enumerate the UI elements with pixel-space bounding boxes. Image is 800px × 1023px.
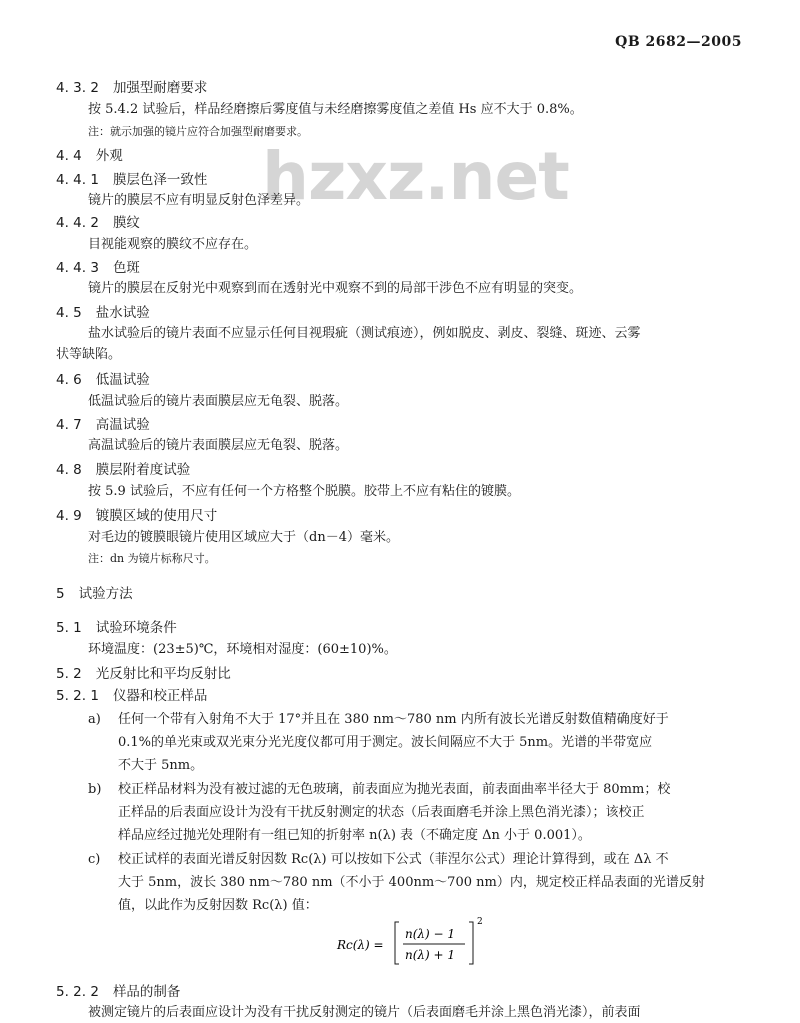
list-item-text: 校正试样的表面光谱反射因数 Rc(λ) 可以按如下公式（菲涅尔公式）理论计算得到，或在 Δλ 不 <box>118 852 669 867</box>
fresnel-formula <box>335 912 495 976</box>
section-number: 5. 2. 2 <box>56 984 99 1000</box>
section-number: 4. 7 <box>56 417 82 433</box>
paragraph: 被测定镜片的后表面应设计为没有干扰反射测定的镜片（后表面磨毛并涂上黑色消光漆），前表面 <box>88 1005 641 1020</box>
section-5-heading <box>56 586 133 602</box>
section-4-4-2-heading <box>56 215 140 231</box>
paragraph: 环境温度：(23±5)℃，环境相对湿度：(60±10)%。 <box>88 642 397 657</box>
list-item-label: c) <box>88 852 101 867</box>
section-4-9-heading <box>56 508 217 524</box>
list-item-text: 值，以此作为反射因数 Rc(λ) 值： <box>118 898 318 913</box>
right-bracket <box>469 922 473 964</box>
section-number: 4. 6 <box>56 372 82 388</box>
section-number: 4. 8 <box>56 462 82 478</box>
formula-lhs: Rc(λ) = <box>337 938 384 952</box>
section-5-1-heading <box>56 620 177 636</box>
paragraph: 盐水试验后的镜片表面不应显示任何目视瑕疵（测试痕迹），例如脱皮、剥皮、裂缝、斑迹、云雾 <box>88 326 641 341</box>
section-title: 低温试验 <box>95 372 150 388</box>
paragraph: 高温试验后的镜片表面膜层应无龟裂、脱落。 <box>88 438 349 453</box>
section-number: 4. 3. 2 <box>56 80 99 96</box>
section-number: 4. 4. 1 <box>56 172 99 188</box>
section-4-6-heading <box>56 372 150 388</box>
section-4-8-heading <box>56 462 190 478</box>
section-title: 试验环境条件 <box>95 620 177 636</box>
section-title: 色斑 <box>112 260 140 276</box>
section-number: 5. 2 <box>56 666 82 682</box>
note: 注：就示加强的镜片应符合加强型耐磨要求。 <box>88 125 308 138</box>
section-4-4-1-heading <box>56 172 207 188</box>
paragraph-continued: 状等缺陷。 <box>56 347 122 362</box>
paragraph: 镜片的膜层不应有明显反射色泽差异。 <box>88 193 310 208</box>
standard-code: QB 2682—2005 <box>615 34 742 50</box>
section-4-5-heading <box>56 305 150 321</box>
section-5-2-1-heading <box>56 688 207 704</box>
section-5-2-heading <box>56 666 231 682</box>
formula-numerator: n(λ) − 1 <box>405 927 456 941</box>
section-number: 4. 9 <box>56 508 82 524</box>
list-item-text: 样品应经过抛光处理附有一组已知的折射率 n(λ) 表（不确定度 Δn 小于 0.001）。 <box>118 828 591 843</box>
list-item-text: 大于 5nm，波长 380 nm～780 nm（不小于 400nm～700 nm）内，规定校正样品表面的光谱反射 <box>118 875 705 890</box>
list-item-text: 任何一个带有入射角不大于 17°并且在 380 nm～780 nm 内所有波长光谱反射数值精确度好于 <box>118 712 669 727</box>
section-title: 光反射比和平均反射比 <box>95 666 231 682</box>
section-4-7-heading <box>56 417 150 433</box>
formula-denominator: n(λ) + 1 <box>405 948 456 962</box>
list-item-text: 0.1%的单光束或双光束分光光度仪都可用于测定。波长间隔应不大于 5nm。光谱的半带宽应 <box>118 735 653 750</box>
list-item-label: a) <box>88 712 101 727</box>
paragraph: 按 5.4.2 试验后，样品经磨擦后雾度值与未经磨擦雾度值之差值 Hs 应不大于 0.8%。 <box>88 102 583 117</box>
section-title: 加强型耐磨要求 <box>112 80 208 96</box>
paragraph: 低温试验后的镜片表面膜层应无龟裂、脱落。 <box>88 394 349 409</box>
section-number: 4. 4. 2 <box>56 215 99 231</box>
left-bracket <box>395 922 399 964</box>
list-item-text: 校正样品材料为没有被过滤的无色玻璃，前表面应为抛光表面，前表面曲率半径大于 80mm；校 <box>118 782 671 797</box>
section-4-4-heading <box>56 148 123 164</box>
section-title: 膜层色泽一致性 <box>112 172 208 188</box>
note: 注：dn 为镜片标称尺寸。 <box>88 552 216 565</box>
section-5-2-2-heading <box>56 984 180 1000</box>
list-item-text: 不大于 5nm。 <box>118 758 204 773</box>
formula-exponent: 2 <box>477 917 483 927</box>
section-title: 膜层附着度试验 <box>95 462 191 478</box>
paragraph: 按 5.9 试验后，不应有任何一个方格整个脱膜。胶带上不应有粘住的镀膜。 <box>88 484 520 499</box>
list-item-label: b) <box>88 782 102 797</box>
section-title: 镀膜区域的使用尺寸 <box>95 508 218 524</box>
section-4-3-2-heading <box>56 80 207 96</box>
section-number: 4. 4 <box>56 148 82 164</box>
section-number: 5. 2. 1 <box>56 688 99 704</box>
section-title: 盐水试验 <box>95 305 150 321</box>
section-title: 高温试验 <box>95 417 150 433</box>
list-item-text: 正样品的后表面应设计为没有干扰反射测定的状态（后表面磨毛并涂上黑色消光漆）；该校正 <box>118 805 645 820</box>
section-title: 样品的制备 <box>112 984 181 1000</box>
paragraph: 目视能观察的膜纹不应存在。 <box>88 237 258 252</box>
section-number: 5 <box>56 586 65 602</box>
section-title: 试验方法 <box>78 586 133 602</box>
section-title: 膜纹 <box>112 215 140 231</box>
section-number: 4. 4. 3 <box>56 260 99 276</box>
paragraph: 对毛边的镀膜眼镜片使用区域应大于（dn－4）毫米。 <box>88 530 399 545</box>
watermark: hzxz.net <box>262 138 569 215</box>
section-number: 4. 5 <box>56 305 82 321</box>
paragraph: 镜片的膜层在反射光中观察到而在透射光中观察不到的局部干涉色不应有明显的突变。 <box>88 281 583 296</box>
section-title: 仪器和校正样品 <box>112 688 208 704</box>
section-number: 5. 1 <box>56 620 82 636</box>
section-title: 外观 <box>95 148 123 164</box>
section-4-4-3-heading <box>56 260 140 276</box>
